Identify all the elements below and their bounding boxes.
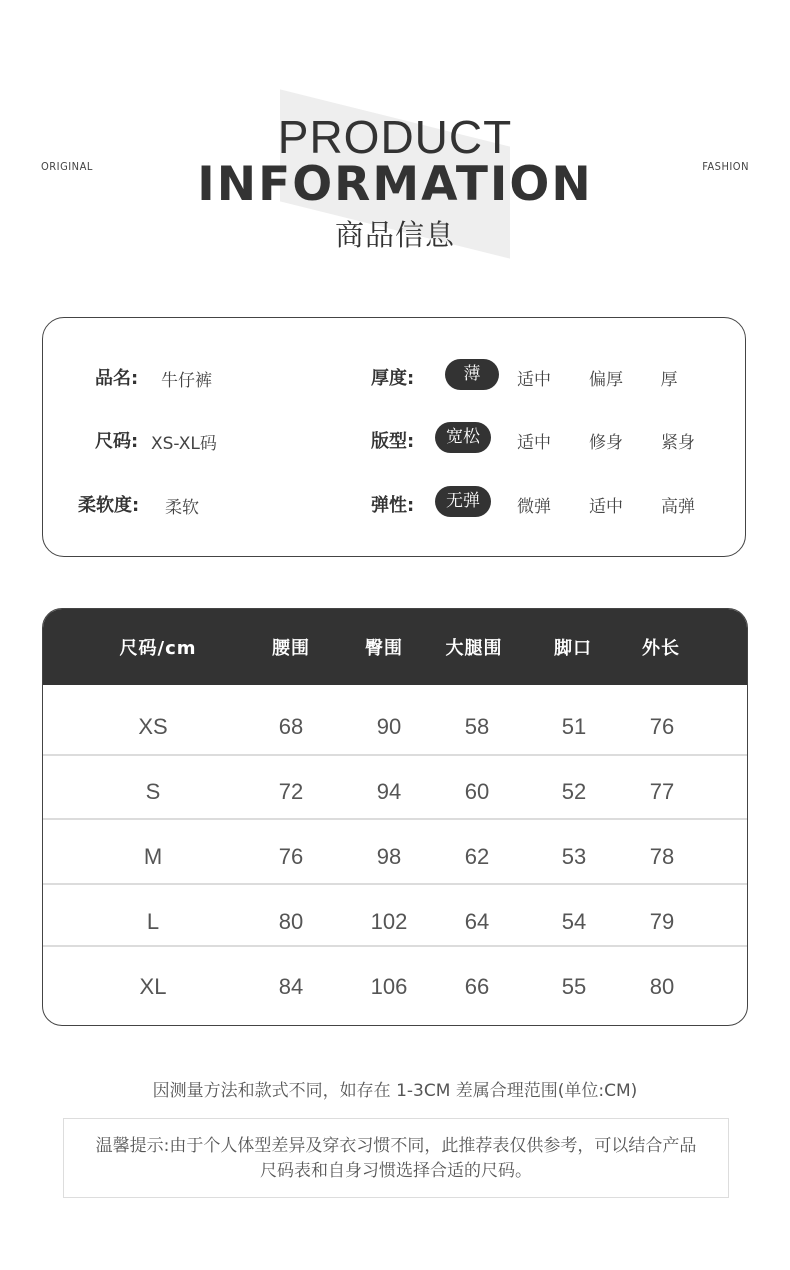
table-cell: 64 <box>464 909 490 934</box>
table-cell: 58 <box>464 714 490 739</box>
row-divider <box>43 818 747 820</box>
elasticity-label: 弹性: <box>371 495 415 516</box>
table-cell: M <box>143 844 163 869</box>
softness-label: 柔软度: <box>78 495 140 516</box>
softness-value: 柔软 <box>165 498 199 518</box>
table-cell: 98 <box>376 844 402 869</box>
table-cell: 62 <box>464 844 490 869</box>
thickness-option: 偏厚 <box>589 370 623 390</box>
thickness-option: 适中 <box>517 370 551 390</box>
fit-option-selected: 宽松 <box>435 422 491 453</box>
table-cell: 77 <box>649 779 675 804</box>
fit-option: 紧身 <box>661 433 695 453</box>
column-header-thigh: 大腿围 <box>445 638 503 659</box>
size-table-header <box>43 609 747 685</box>
table-row <box>43 888 747 952</box>
table-cell: 66 <box>464 974 490 999</box>
table-cell: 55 <box>561 974 587 999</box>
table-cell: 80 <box>649 974 675 999</box>
table-cell: 51 <box>561 714 587 739</box>
table-cell: 76 <box>649 714 675 739</box>
table-row <box>43 758 747 822</box>
size-table <box>42 608 748 1026</box>
header-title-product: PRODUCT <box>277 111 513 163</box>
elasticity-option: 高弹 <box>661 497 695 517</box>
table-cell: 54 <box>561 909 587 934</box>
elasticity-option: 微弹 <box>517 497 551 517</box>
table-row <box>43 693 747 757</box>
table-cell: 52 <box>561 779 587 804</box>
tip-line-1: 温馨提示:由于个人体型差异及穿衣习惯不同，此推荐表仅供参考，可以结合产品 <box>95 1136 697 1156</box>
tip-text <box>63 1134 729 1184</box>
size-label: 尺码: <box>95 431 139 452</box>
table-cell: L <box>146 909 160 934</box>
column-header-length: 外长 <box>642 638 680 659</box>
table-cell: 84 <box>278 974 304 999</box>
table-cell: 76 <box>278 844 304 869</box>
table-row <box>43 823 747 887</box>
table-cell: 78 <box>649 844 675 869</box>
table-row <box>43 953 747 1017</box>
column-header-leg-opening: 脚口 <box>554 638 592 659</box>
fit-option: 适中 <box>517 433 551 453</box>
table-cell: XS <box>138 714 168 739</box>
row-divider <box>43 883 747 885</box>
table-cell: 53 <box>561 844 587 869</box>
header-left-tag: ORIGINAL <box>41 160 93 173</box>
thickness-option: 厚 <box>660 370 678 390</box>
table-cell: 72 <box>278 779 304 804</box>
thickness-label: 厚度: <box>371 368 415 389</box>
column-header-waist: 腰围 <box>272 638 310 659</box>
table-cell: 106 <box>370 974 408 999</box>
elasticity-option-selected: 无弹 <box>435 486 491 517</box>
table-cell: 79 <box>649 909 675 934</box>
column-header-size: 尺码/cm <box>119 638 197 659</box>
elasticity-option: 适中 <box>589 497 623 517</box>
fit-label: 版型: <box>371 431 415 452</box>
name-value: 牛仔裤 <box>161 371 212 391</box>
name-label: 品名: <box>95 368 139 389</box>
table-cell: 94 <box>376 779 402 804</box>
fit-option: 修身 <box>589 433 623 453</box>
row-divider <box>43 754 747 756</box>
table-cell: XL <box>139 974 167 999</box>
size-value: XS-XL码 <box>151 434 217 454</box>
header-right-tag: FASHION <box>702 160 749 173</box>
table-cell: 90 <box>376 714 402 739</box>
table-cell: 60 <box>464 779 490 804</box>
table-cell: 80 <box>278 909 304 934</box>
measurement-note: 因测量方法和款式不同，如存在 1-3CM 差属合理范围(单位:CM) <box>152 1081 638 1101</box>
table-cell: 68 <box>278 714 304 739</box>
table-cell: 102 <box>370 909 408 934</box>
header-title-information: INFORMATION <box>197 157 593 212</box>
row-divider <box>43 945 747 947</box>
column-header-hip: 臀围 <box>365 638 403 659</box>
tip-line-2: 尺码表和自身习惯选择合适的尺码。 <box>260 1161 532 1181</box>
header-subtitle: 商品信息 <box>334 218 455 252</box>
thickness-option-selected: 薄 <box>445 359 499 390</box>
table-cell: S <box>145 779 161 804</box>
